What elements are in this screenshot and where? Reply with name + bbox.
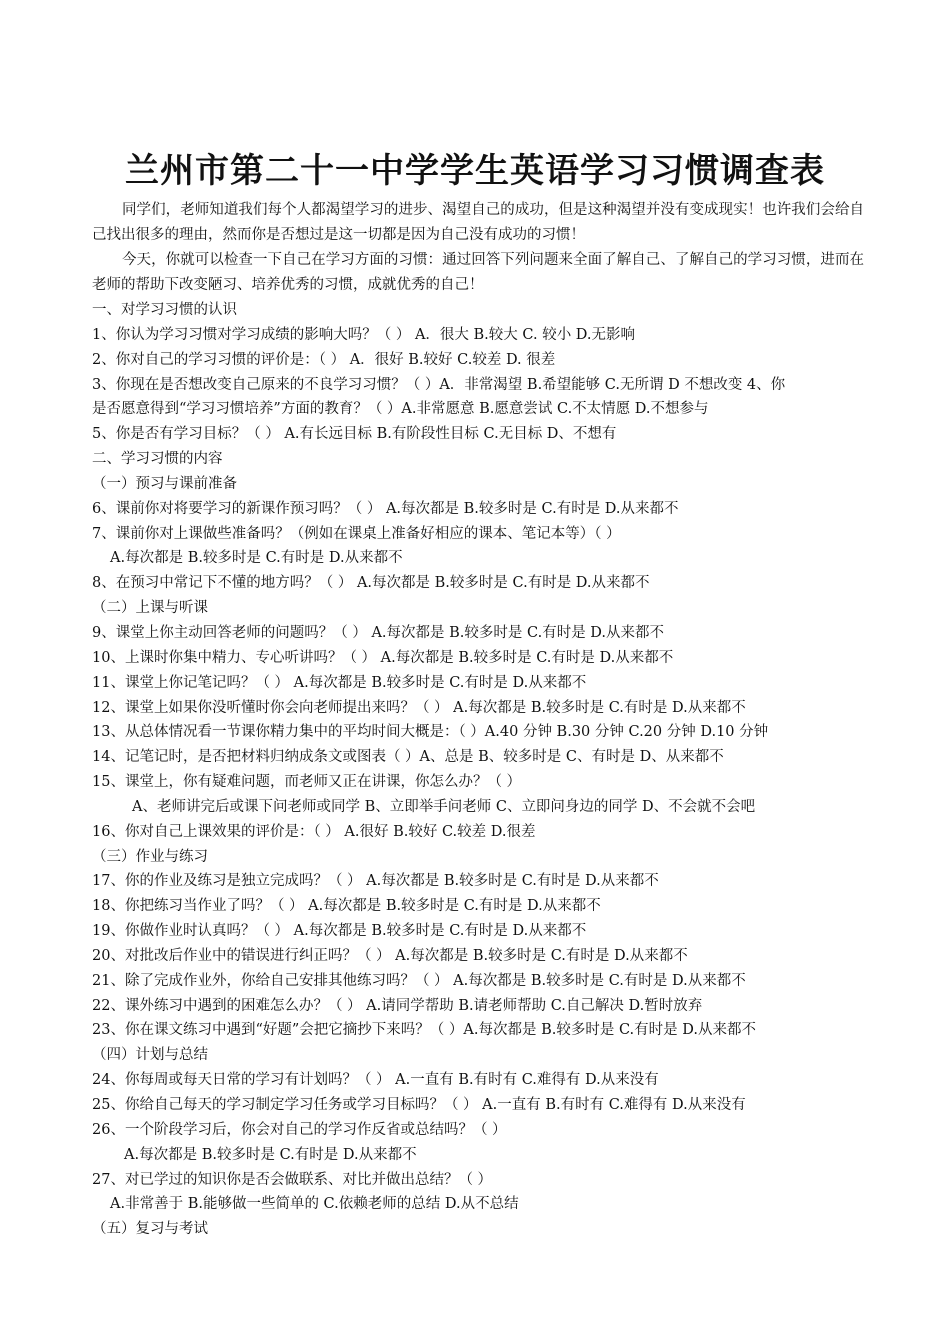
question-line: 24、你每周或每天日常的学习有计划吗？（ ） A.一直有 B.有时有 C.难得有 D.从来没有 [92,1072,659,1089]
question-line: 27、对已学过的知识你是否会做联系、对比并做出总结？（ ） [92,1171,493,1188]
question-line: 1、你认为学习习惯对学习成绩的影响大吗？（ ） A．很大 B.较大 C. 较小 D.无影响 [92,326,636,343]
section-heading: 一、对学习习惯的认识 [92,302,237,318]
intro-paragraph-1: 同学们，老师知道我们每个人都渴望学习的进步、渴望自己的成功，但是这种渴望并没有变成现实！也许我们会给自己找出很多的理由，然而你是否想过是这一切都是因为自己没有成功的习惯！ [92,202,864,243]
question-line: 7、课前你对上课做些准备吗？（例如在课桌上准备好相应的课本、笔记本等）（ ） [92,525,621,542]
question-line: 16、你对自己上课效果的评价是：（ ） A.很好 B.较好 C.较差 D.很差 [92,823,536,840]
question-line: 26、一个阶段学习后，你会对自己的学习作反省或总结吗？（ ） [92,1121,507,1138]
question-line: 12、课堂上如果你没听懂时你会向老师提出来吗？（ ） A.每次都是 B.较多时是 C.有时是 D.从来都不 [92,699,746,716]
answer-options-line: A.每次都是 B.较多时是 C.有时是 D.从来都不 [110,550,403,567]
question-line: 2、你对自己的学习习惯的评价是：（ ） A．很好 B.较好 C.较差 D. 很差 [92,351,556,368]
question-line: 18、你把练习当作业了吗？（ ） A.每次都是 B.较多时是 C.有时是 D.从来都不 [92,898,601,915]
question-line: 14、记笔记时，是否把材料归纳成条文或图表（ ）A、总是 B、较多时是 C、有时是 D、从来都不 [92,749,724,766]
question-line: 3、你现在是否想改变自己原来的不良学习习惯？（ ）A．非常渴望 B.希望能够 C.无所谓 D 不想改变 4、你 [92,376,786,393]
question-line: 23、你在课文练习中遇到“好题”会把它摘抄下来吗？（ ）A.每次都是 B.较多时是 C.有时是 D.从来都不 [92,1022,756,1039]
question-line: 6、课前你对将要学习的新课作预习吗？（ ） A.每次都是 B.较多时是 C.有时是 D.从来都不 [92,500,679,517]
question-line: 20、对批改后作业中的错误进行纠正吗？（ ） A.每次都是 B.较多时是 C.有时是 D.从来都不 [92,947,688,964]
question-line: 19、你做作业时认真吗？（ ） A.每次都是 B.较多时是 C.有时是 D.从来都不 [92,923,587,940]
question-line: 22、课外练习中遇到的困难怎么办？（ ） A.请同学帮助 B.请老师帮助 C.自己解决 D.暂时放弃 [92,997,703,1014]
question-line: 5、你是否有学习目标？（ ） A.有长远目标 B.有阶段性目标 C.无目标 D、不想有 [92,426,617,443]
intro-paragraph-2: 今天，你就可以检查一下自己在学习方面的习惯：通过回答下列问题来全面了解自己、了解自己的学习习惯，进而在老师的帮助下改变陋习、培养优秀的习惯，成就优秀的自己！ [92,252,864,293]
document-title: 兰州市第二十一中学学生英语学习习惯调查表 [125,151,825,191]
subsection-heading: （一）预习与课前准备 [92,475,237,492]
section-heading: 二、学习习惯的内容 [92,451,223,468]
question-line: 21、除了完成作业外，你给自己安排其他练习吗？（ ） A.每次都是 B.较多时是 C.有时是 D.从来都不 [92,972,746,989]
question-line: 15、课堂上，你有疑难问题，而老师又正在讲课，你怎么办？（ ） [92,774,522,791]
subsection-heading: （二）上课与听课 [92,600,208,617]
question-line: 11、课堂上你记笔记吗？（ ） A.每次都是 B.较多时是 C.有时是 D.从来都不 [92,674,587,691]
question-line: 10、上课时你集中精力、专心听讲吗？（ ） A.每次都是 B.较多时是 C.有时是 D.从来都不 [92,649,674,666]
subsection-heading: （四）计划与总结 [92,1047,208,1064]
question-line: 是否愿意得到“学习习惯培养”方面的教育？（ ）A.非常愿意 B.愿意尝试 C.不太情愿 D.不想参与 [92,401,709,418]
question-line: 17、你的作业及练习是独立完成吗？（ ） A.每次都是 B.较多时是 C.有时是 D.从来都不 [92,873,659,890]
question-line: 8、在预习中常记下不懂的地方吗？（ ） A.每次都是 B.较多时是 C.有时是 D.从来都不 [92,575,650,592]
subsection-heading: （五）复习与考试 [92,1221,208,1238]
question-line: 25、你给自己每天的学习制定学习任务或学习目标吗？（ ） A.一直有 B.有时有 C.难得有 D.从来没有 [92,1097,746,1113]
questionnaire-body [92,298,892,1242]
answer-options-line: A、老师讲完后或课下问老师或同学 B、立即举手问老师 C、立即问身边的同学 D、不会就不会吧 [132,798,756,815]
question-line: 9、课堂上你主动回答老师的问题吗？（ ） A.每次都是 B.较多时是 C.有时是 D.从来都不 [92,624,665,641]
question-line: 13、从总体情况看一节课你精力集中的平均时间大概是：（ ）A.40 分钟 B.30 分钟 C.20 分钟 D.10 分钟 [92,724,769,741]
subsection-heading: （三）作业与练习 [92,848,208,865]
answer-options-line: A.每次都是 B.较多时是 C.有时是 D.从来都不 [124,1146,417,1163]
answer-options-line: A.非常善于 B.能够做一些简单的 C.依赖老师的总结 D.从不总结 [110,1196,519,1213]
